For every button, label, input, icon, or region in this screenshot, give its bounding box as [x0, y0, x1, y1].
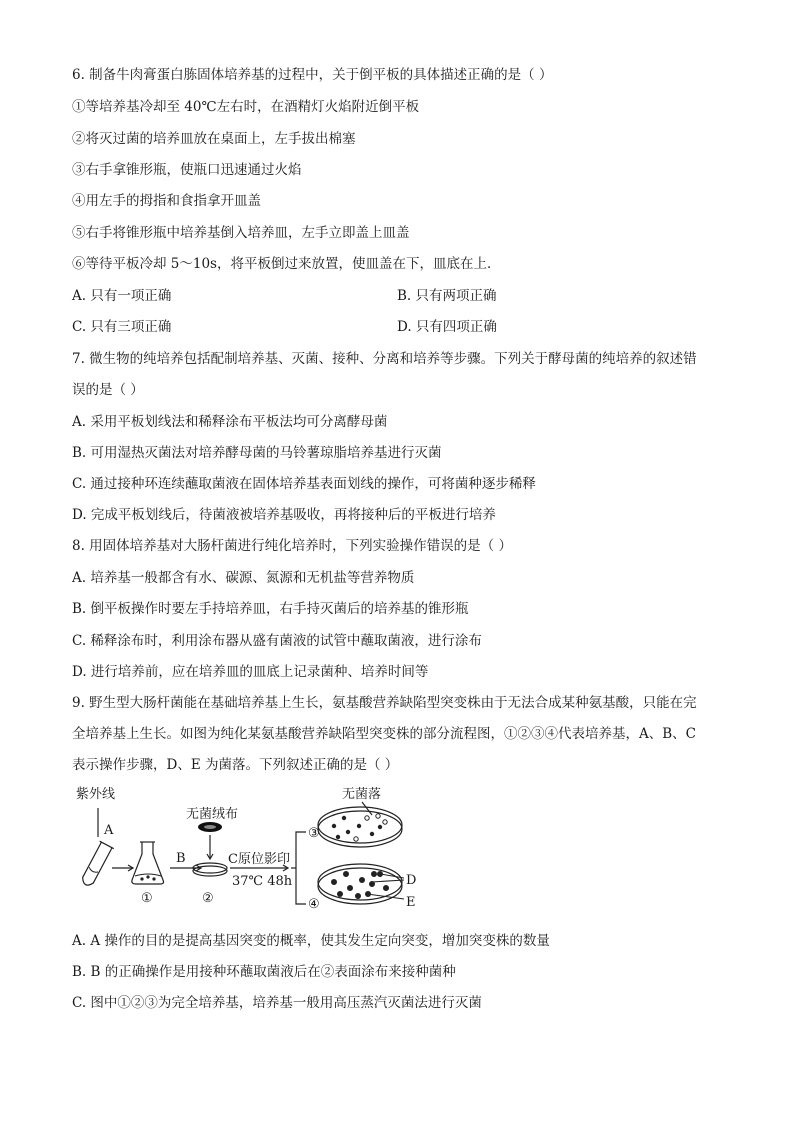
q9-flowchart-figure	[62, 782, 432, 912]
q9-stem-line-1: 9. 野生型大肠杆菌能在基础培养基上生长，氨基酸营养缺陷型突变株由于无法合成某种氨基酸，只能在完	[72, 695, 697, 711]
q6-item-1: ①等培养基冷却至 40℃左右时，在酒精灯火焰附近倒平板	[72, 99, 420, 115]
q7-option-a[interactable]: A. 采用平板划线法和稀释涂布平板法均可分离酵母菌	[72, 414, 388, 430]
q6-item-5: ⑤右手将锥形瓶中培养基倒入培养皿，左手立即盖上皿盖	[72, 225, 410, 241]
q9-stem-line-2: 全培养基上生长。如图为纯化某氨基酸营养缺陷型突变株的部分流程图，①②③④代表培养基，A、B、C	[72, 726, 696, 742]
q7-option-c[interactable]: C. 通过接种环连续蘸取菌液在固体培养基表面划线的操作，可将菌种逐步稀释	[72, 476, 536, 492]
q6-stem: 6. 制备牛肉膏蛋白胨固体培养基的过程中，关于倒平板的具体描述正确的是（ ）	[72, 67, 553, 83]
flask-contents	[140, 875, 155, 880]
q9-stem-line-3: 表示操作步骤，D、E 为菌落。下列叙述正确的是（ ）	[72, 757, 399, 773]
q8-stem: 8. 用固体培养基对大肠杆菌进行纯化培养时，下列实验操作错误的是（ ）	[72, 538, 512, 554]
no-colony-label: 无菌落	[342, 787, 382, 802]
q6-option-c[interactable]: C. 只有三项正确	[72, 319, 172, 335]
medium-3-label: ③	[308, 826, 320, 841]
q6-option-a[interactable]: A. 只有一项正确	[72, 288, 172, 304]
medium-4-label: ④	[308, 897, 320, 912]
q8-option-c[interactable]: C. 稀释涂布时，利用涂布器从盛有菌液的试管中蘸取菌液，进行涂布	[72, 633, 482, 649]
velvet-label: 无菌绒布	[186, 807, 239, 822]
q6-item-4: ④用左手的拇指和食指拿开皿盖	[72, 193, 261, 209]
plate-4-colonies	[331, 871, 389, 899]
q8-option-d[interactable]: D. 进行培养前，应在培养皿的皿底上记录菌种、培养时间等	[72, 664, 429, 680]
step-a-label: A	[104, 823, 114, 838]
q7-stem-line-1: 7. 微生物的纯培养包括配制培养基、灭菌、接种、分离和培养等步骤。下列关于酵母菌的纯培养的叙述错	[72, 351, 697, 367]
q6-item-6: ⑥等待平板冷却 5～10s，将平板倒过来放置，使皿盖在下，皿底在上．	[72, 256, 501, 272]
q8-option-b[interactable]: B. 倒平板操作时要左手持培养皿，右手持灭菌后的培养基的锥形瓶	[72, 601, 469, 617]
branch-brace	[296, 832, 306, 904]
step-c-label: C原位影印	[228, 852, 290, 867]
test-tube-icon	[79, 841, 114, 888]
q9-option-c[interactable]: C. 图中①②③为完全培养基，培养基一般用高压蒸汽灭菌法进行灭菌	[72, 995, 482, 1011]
q7-stem-line-2: 误的是（ ）	[72, 382, 144, 398]
colony-d-label: D	[406, 873, 417, 888]
q6-item-2: ②将灭过菌的培养皿放在桌面上，左手拔出棉塞	[72, 131, 356, 147]
q6-option-b[interactable]: B. 只有两项正确	[397, 288, 497, 304]
medium-2-label: ②	[202, 891, 214, 906]
q6-option-d[interactable]: D. 只有四项正确	[397, 319, 497, 335]
q8-option-a[interactable]: A. 培养基一般都含有水、碳源、氮源和无机盐等营养物质	[72, 570, 415, 586]
q6-item-3: ③右手拿锥形瓶，使瓶口迅速通过火焰	[72, 162, 302, 178]
uv-label: 紫外线	[76, 787, 116, 802]
plate-3-colonies	[332, 814, 387, 841]
medium-1-label: ①	[141, 891, 153, 906]
q9-option-b[interactable]: B. B 的正确操作是用接种环蘸取菌液后在②表面涂布来接种菌种	[72, 964, 456, 980]
q7-option-b[interactable]: B. 可用湿热灭菌法对培养酵母菌的马铃薯琼脂培养基进行灭菌	[72, 445, 442, 461]
q6-option-row-2	[72, 318, 732, 336]
condition-label: 37℃ 48h	[232, 874, 293, 889]
step-b-label: B	[176, 851, 186, 866]
colony-e-label: E	[406, 895, 416, 910]
q9-option-a[interactable]: A. A 操作的目的是提高基因突变的概率，使其发生定向突变，增加突变株的数量	[72, 933, 550, 949]
q7-option-d[interactable]: D. 完成平板划线后，待菌液被培养基吸收，再将接种后的平板进行培养	[72, 507, 496, 523]
q6-option-row-1	[72, 287, 732, 305]
